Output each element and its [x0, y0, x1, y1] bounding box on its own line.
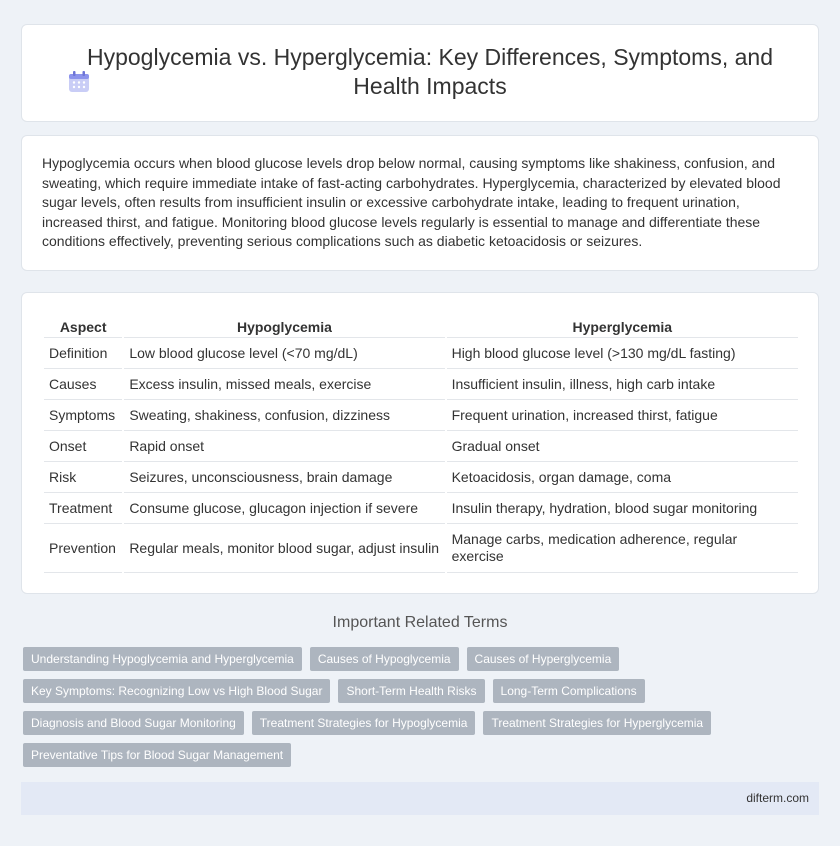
comparison-table	[42, 313, 800, 573]
hyperglycemia-cell: High blood glucose level (>130 mg/dL fasting)	[447, 338, 798, 369]
header-hypoglycemia: Hypoglycemia	[124, 313, 444, 338]
header-hyperglycemia: Hyperglycemia	[447, 313, 798, 338]
hyperglycemia-cell: Ketoacidosis, organ damage, coma	[447, 462, 798, 493]
table-row	[44, 524, 798, 573]
related-terms-heading: Important Related Terms	[332, 614, 508, 631]
hyperglycemia-cell: Frequent urination, increased thirst, fatigue	[447, 400, 798, 431]
page-title: Hypoglycemia vs. Hyperglycemia: Key Differences, Symptoms, and Health Impacts	[86, 44, 773, 99]
footer-site-link[interactable]: difterm.com	[746, 791, 809, 805]
table-row	[44, 431, 798, 462]
related-term-tag[interactable]: Short-Term Health Risks	[338, 679, 484, 703]
related-term-tag[interactable]: Key Symptoms: Recognizing Low vs High Blood Sugar	[23, 679, 330, 703]
related-term-tag[interactable]: Understanding Hypoglycemia and Hyperglycemia	[23, 647, 302, 671]
table-row	[44, 369, 798, 400]
aspect-cell: Prevention	[44, 524, 122, 573]
hypoglycemia-cell: Rapid onset	[124, 431, 444, 462]
comparison-table-card	[21, 292, 819, 594]
related-term-tag[interactable]: Treatment Strategies for Hypoglycemia	[252, 711, 476, 735]
aspect-cell: Risk	[44, 462, 122, 493]
related-term-tag[interactable]: Treatment Strategies for Hyperglycemia	[483, 711, 711, 735]
intro-card	[21, 135, 819, 271]
aspect-cell: Treatment	[44, 493, 122, 524]
header-aspect: Aspect	[44, 313, 122, 338]
related-term-tag[interactable]: Diagnosis and Blood Sugar Monitoring	[23, 711, 244, 735]
related-term-tag[interactable]: Causes of Hyperglycemia	[467, 647, 620, 671]
hypoglycemia-cell: Seizures, unconsciousness, brain damage	[124, 462, 444, 493]
aspect-cell: Symptoms	[44, 400, 122, 431]
hypoglycemia-cell: Consume glucose, glucagon injection if severe	[124, 493, 444, 524]
related-term-tag[interactable]: Preventative Tips for Blood Sugar Management	[23, 743, 291, 767]
hyperglycemia-cell: Gradual onset	[447, 431, 798, 462]
table-row	[44, 493, 798, 524]
related-terms-list	[23, 647, 818, 775]
table-row	[44, 338, 798, 369]
hypoglycemia-cell: Excess insulin, missed meals, exercise	[124, 369, 444, 400]
table-row	[44, 400, 798, 431]
hypoglycemia-cell: Regular meals, monitor blood sugar, adjust insulin	[124, 524, 444, 573]
hypoglycemia-cell: Low blood glucose level (<70 mg/dL)	[124, 338, 444, 369]
aspect-cell: Onset	[44, 431, 122, 462]
hyperglycemia-cell: Manage carbs, medication adherence, regular exercise	[447, 524, 798, 573]
hyperglycemia-cell: Insulin therapy, hydration, blood sugar monitoring	[447, 493, 798, 524]
header-card	[21, 24, 819, 122]
related-term-tag[interactable]: Long-Term Complications	[493, 679, 645, 703]
aspect-cell: Definition	[44, 338, 122, 369]
hyperglycemia-cell: Insufficient insulin, illness, high carb intake	[447, 369, 798, 400]
hypoglycemia-cell: Sweating, shakiness, confusion, dizziness	[124, 400, 444, 431]
table-row	[44, 462, 798, 493]
footer	[21, 782, 819, 815]
intro-paragraph: Hypoglycemia occurs when blood glucose levels drop below normal, causing symptoms like shakiness, confusion, and sweating, which require immediate intake of fast-acting carbohydrates. Hyperglycemia, characterized by elevated blood sugar levels, often results from insufficient insulin or excessive carbohydrate intake, leading to frequent urination, increased thirst, and fatigue. Monitoring blood glucose levels regularly is essential to manage and differentiate these conditions effectively, preventing serious complications such as diabetic ketoacidosis or seizures.	[42, 155, 781, 250]
aspect-cell: Causes	[44, 369, 122, 400]
related-term-tag[interactable]: Causes of Hypoglycemia	[310, 647, 459, 671]
